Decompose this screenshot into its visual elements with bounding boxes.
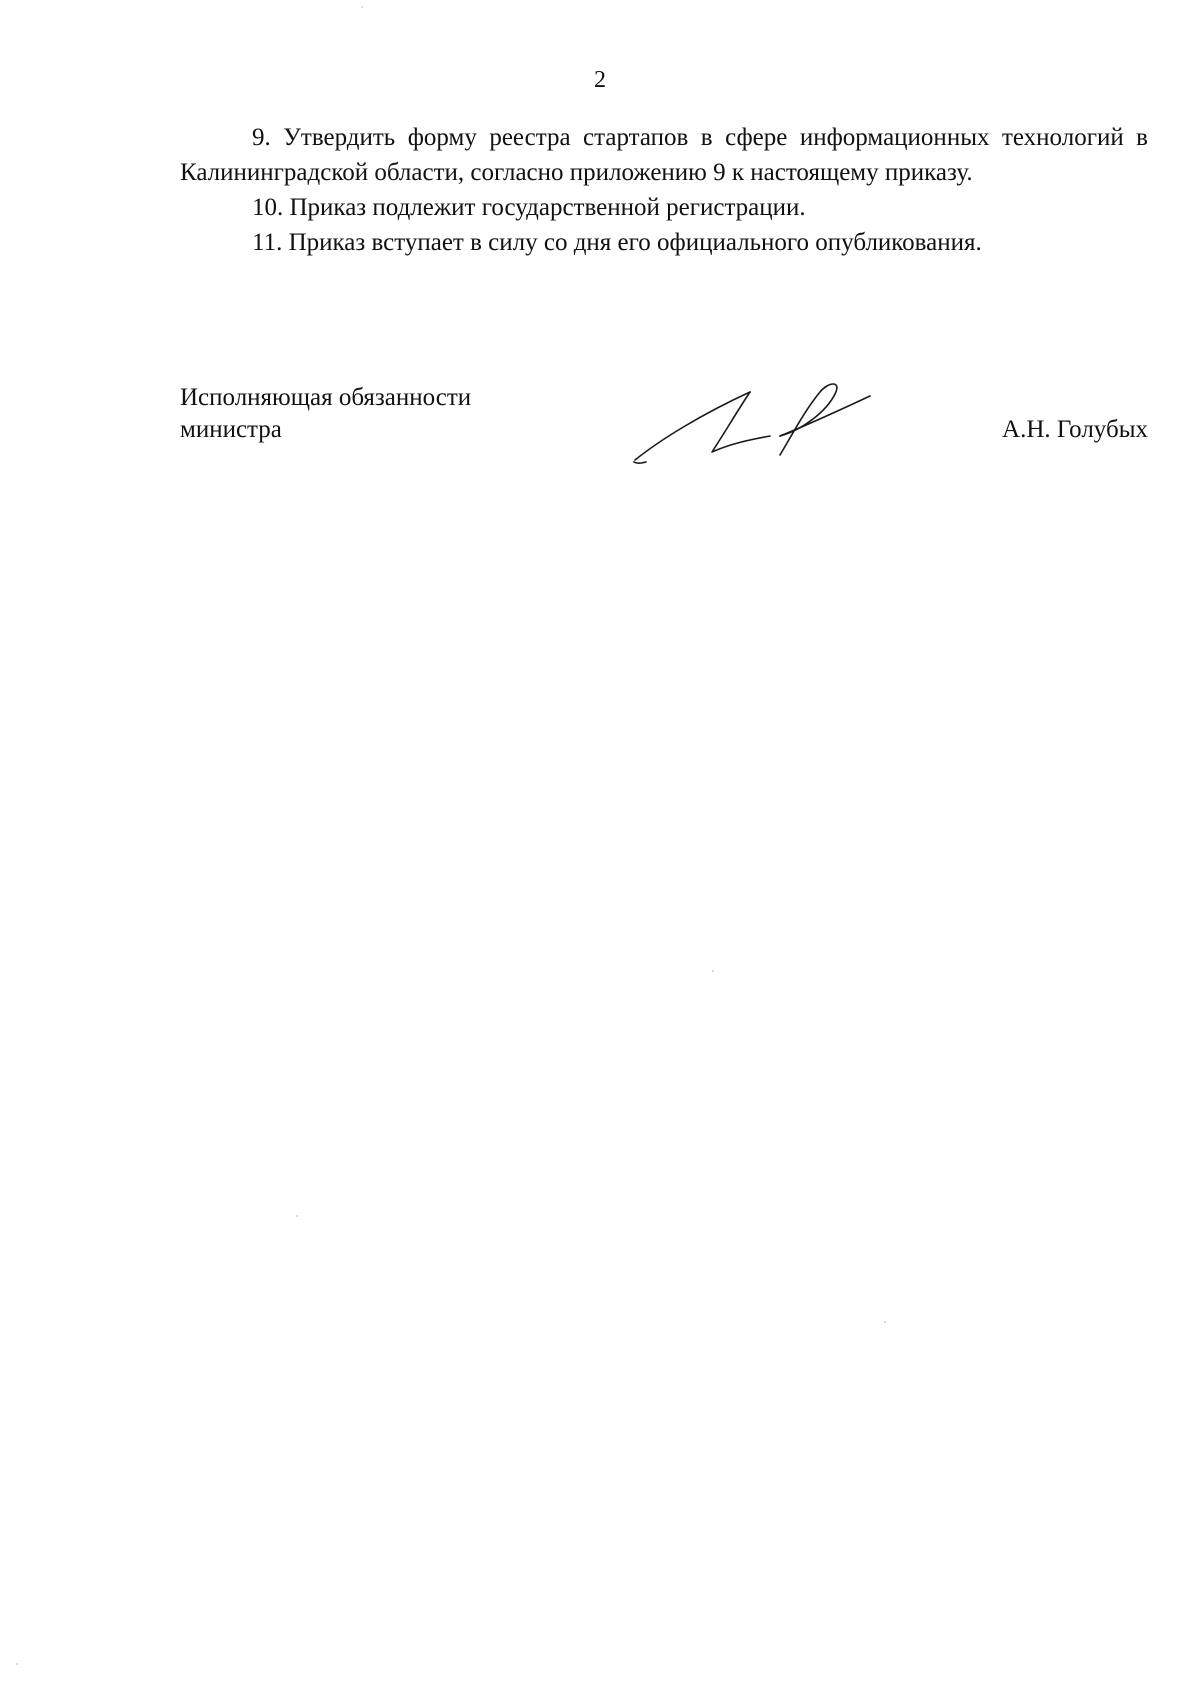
signer-name: А.Н. Голубых	[1002, 416, 1148, 443]
paragraph-item-11: 11. Приказ вступает в силу со дня его официального опубликования.	[252, 229, 982, 256]
signature-block	[180, 382, 1148, 502]
signer-title	[180, 382, 471, 446]
handwritten-signature	[630, 370, 880, 470]
scan-speck	[712, 970, 714, 972]
order-body	[180, 120, 1148, 260]
scan-speck	[296, 1215, 298, 1217]
scan-speck	[884, 1321, 886, 1323]
signer-title-line-2: министра	[180, 416, 282, 443]
scan-speck	[16, 1663, 18, 1665]
signer-title-line-1: Исполняющая обязанности	[180, 384, 472, 411]
paragraph-item-10: 10. Приказ подлежит государственной регистрации.	[252, 194, 806, 221]
page-number: 2	[594, 67, 606, 93]
paragraph-item-9: 9. Утвердить форму реестра стартапов в сфере информационных технологий в Калининградской области, согласно приложению 9 к настоящему приказу.	[180, 124, 1148, 186]
scan-speck	[361, 6, 363, 8]
